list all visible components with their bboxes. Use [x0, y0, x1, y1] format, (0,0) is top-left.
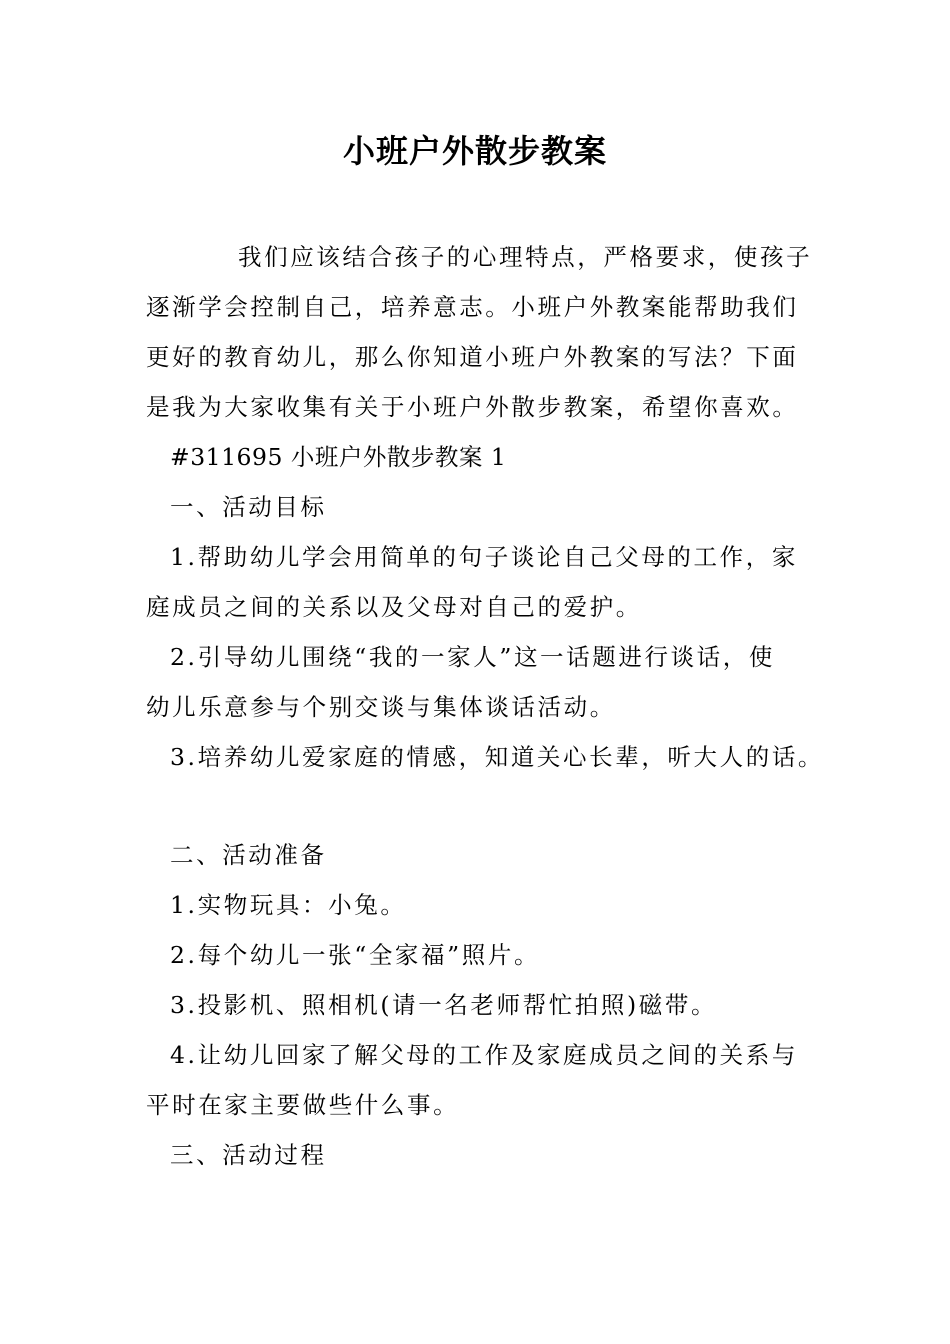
- page-title: 小班户外散步教案: [342, 132, 607, 170]
- intro-line-3: 更好的教育幼儿，那么你知道小班户外教案的写法？下面: [146, 343, 799, 371]
- prep-item-4-line-1: 4.让幼儿回家了解父母的工作及家庭成员之间的关系与: [170, 1041, 798, 1069]
- process-heading: 三、活动过程: [170, 1141, 327, 1169]
- goal-item-1-line-1: 1.帮助幼儿学会用简单的句子谈论自己父母的工作，家: [170, 543, 798, 571]
- goal-item-2-line-2: 幼儿乐意参与个别交谈与集体谈话活动。: [146, 693, 616, 721]
- goal-item-3: 3.培养幼儿爱家庭的情感，知道关心长辈，听大人的话。: [170, 743, 825, 771]
- intro-line-4: 是我为大家收集有关于小班户外散步教案，希望你喜欢。: [146, 393, 799, 421]
- prep-item-3: 3.投影机、照相机(请一名老师帮忙拍照)磁带。: [170, 991, 718, 1019]
- prep-item-2: 2.每个幼儿一张“全家福”照片。: [170, 941, 541, 969]
- goal-item-1-line-2: 庭成员之间的关系以及父母对自己的爱护。: [146, 593, 642, 621]
- prep-item-4-line-2: 平时在家主要做些什么事。: [146, 1091, 460, 1119]
- prep-item-1: 1.实物玩具：小兔。: [170, 891, 407, 919]
- intro-line-1: 我们应该结合孩子的心理特点，严格要求，使孩子: [238, 243, 813, 271]
- goal-heading: 一、活动目标: [170, 493, 327, 521]
- goal-item-2-line-1: 2.引导幼儿围绕“我的一家人”这一话题进行谈话，使: [170, 643, 775, 671]
- section-heading-1: #311695 小班户外散步教案 1: [170, 443, 507, 471]
- intro-line-2: 逐渐学会控制自己，培养意志。小班户外教案能帮助我们: [146, 293, 799, 321]
- prep-heading: 二、活动准备: [170, 841, 327, 869]
